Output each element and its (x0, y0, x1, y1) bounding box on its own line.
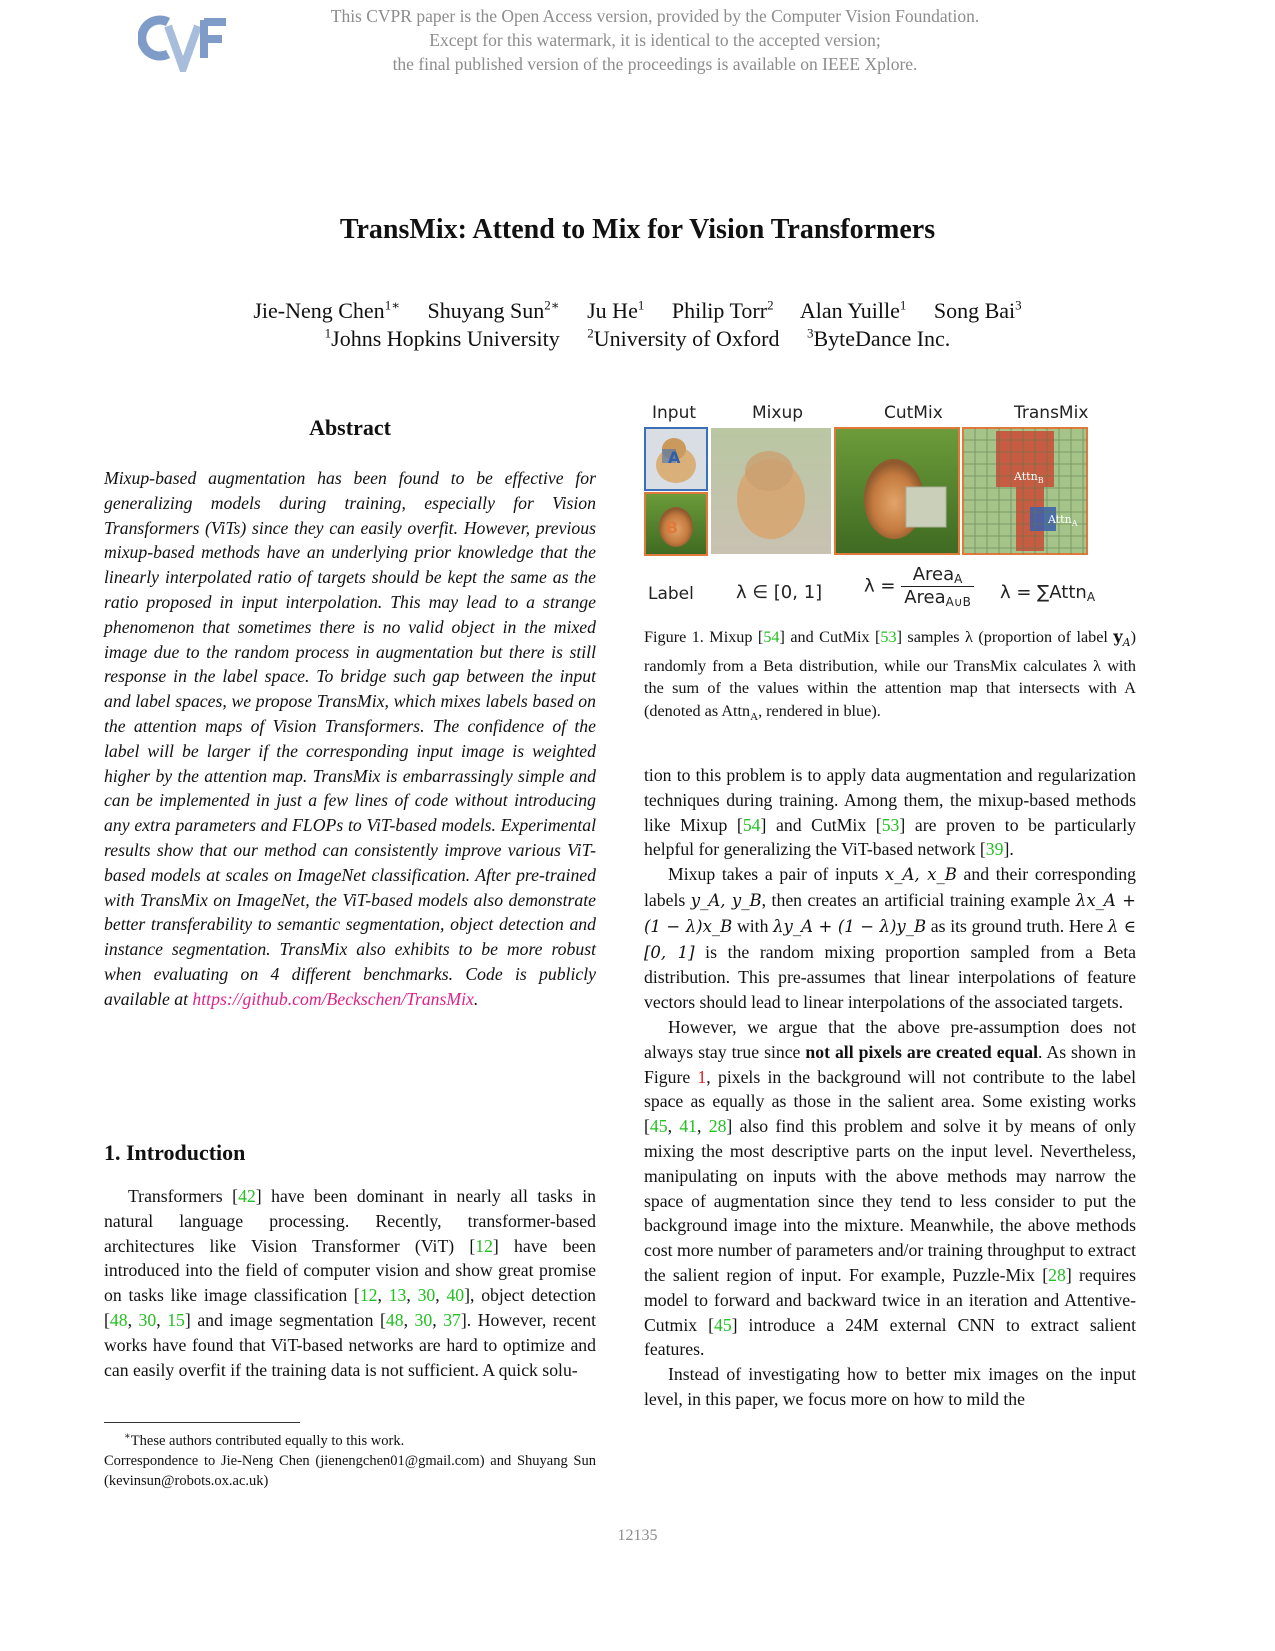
author: Philip Torr$^2$ (671, 297, 774, 323)
author: Ju He$^1$ (587, 297, 645, 323)
intro-right-column (644, 763, 1136, 1412)
intro-paragraph: Mixup takes a pair of inputs x_A, x_B and their corresponding labels y_A, y_B, then creates an artificial training example λx_A + (1 − λ)x_B with λy_A + (1 − λ)y_B as its ground truth. Here λ ∈ [0, 1] is the random mixing proportion sampled from a Beta distribution. This pre-assumes that linear interpolations of feature vectors should lead to linear interpolations of the associated targets. (644, 864, 1136, 1013)
footnote-equal-contribution: These authors contributed equally to this work. (130, 1432, 405, 1449)
transmix-image (963, 428, 1087, 554)
attn-a-label: Attn$_A$ (1048, 513, 1078, 528)
abstract-body: Mixup-based augmentation has been found to be effective for generalizing models during training, especially for Vision Transformers (ViTs) since they can easily overfit. However, previous mixup-based methods have an underlying prior knowledge that the linearly interpolated ratio of targets should be kept the same as the ratio proposed in input interpolation. This may lead to a strange phenomenon that sometimes there is no valid object in the mixed image due to the random process in augmentation but there is still response in the label space. To bridge such gap between the input and label spaces, we propose TransMix, which mixes labels based on the attention maps of Vision Transformers. The confidence of the label will be larger if the corresponding input image is weighted higher by the attention map. TransMix is embarrassingly simple and can be implemented in just a few lines of code without introducing any extra parameters and FLOPs to ViT-based models. Experimental results show that our method can consistently improve various ViT-based models at scales on ImageNet classification. After pre-trained with TransMix on ImageNet, the ViT-based models also demonstrate better transferability to semantic segmentation, object detection and instance segmentation. TransMix also exhibits to be more robust when evaluating on 4 different benchmarks. Code is publicly available at https://github.com/Beckschen/TransMix. (104, 468, 596, 1009)
watermark (270, 4, 1040, 76)
watermark-line: the final published version of the proceedings is available on IEEE Xplore. (392, 54, 918, 74)
intro-paragraph: However, we argue that the above pre-assumption does not always stay true since not all pixels are created equal. As shown in Figure 1, pixels in the background will not contribute to the label space as equally as those in the salient area. Some existing works [45, 41, 28] also find this problem and solve it by means of only mixing the most descriptive parts on the input level. Nevertheless, manipulating on inputs with the above methods may narrow the space of augmentation since they tend to less consider to put the background image into the mixture. Meanwhile, the above methods cost more number of parameters and/or training throughput to extract the salient region of input. For example, Puzzle-Mix [28] requires model to forward and backward twice in an iteration and Attentive-Cutmix [45] introduce a 24M external CNN to extract salient features. (644, 1016, 1137, 1360)
author-list (0, 297, 1275, 325)
citation[interactable]: 40 (446, 1285, 465, 1306)
citation[interactable]: 48 (385, 1309, 404, 1330)
figure-column-label: Mixup (752, 403, 804, 423)
math: y_A, y_B (690, 890, 762, 910)
figure-row-label: Label (648, 584, 694, 604)
citation[interactable]: 12 (475, 1235, 493, 1256)
citation[interactable]: 37 (443, 1309, 461, 1330)
citation[interactable]: 41 (679, 1116, 697, 1137)
intro-paragraph: Instead of investigating how to better mix images on the input level, in this paper, we focus more on how to mild the (644, 1364, 1136, 1409)
citation[interactable]: 28 (708, 1116, 727, 1137)
cvf-logo (138, 8, 230, 72)
transmix-formula: λ = ∑Attn$_A$ (1000, 582, 1096, 604)
citation[interactable]: 48 (109, 1309, 128, 1330)
footnote: ∗These authors contributed equally to this work. Correspondence to Jie-Neng Chen (jienengchen01@gmail.com) and Shuyang Sun (kevinsun@robots.ox.ac.uk) (104, 1431, 596, 1489)
citation[interactable]: 54 (763, 628, 780, 646)
math: x_A, x_B (884, 865, 957, 885)
citation[interactable]: 15 (167, 1309, 185, 1330)
math: λx_A + (1 − λ)x_B (644, 890, 1136, 936)
input-letter-b: B (666, 518, 679, 537)
citation[interactable]: 53 (881, 814, 900, 835)
citation[interactable]: 53 (880, 628, 897, 646)
mixup-image (711, 428, 831, 554)
citation[interactable]: 28 (1048, 1264, 1066, 1285)
footnote-rule (104, 1422, 300, 1423)
citation[interactable]: 45 (713, 1314, 732, 1335)
affiliation: $^2$University of Oxford (587, 325, 780, 351)
math: λy_A + (1 − λ)y_B (773, 916, 927, 936)
affiliation-list (0, 325, 1275, 353)
cutmix-image (835, 428, 959, 554)
mixup-formula: λ ∈ [0, 1] (736, 582, 823, 603)
paper-title: TransMix: Attend to Mix for Vision Transformers (339, 214, 936, 245)
figure-reference[interactable]: 1 (697, 1066, 707, 1087)
citation[interactable]: 30 (414, 1309, 433, 1330)
code-link[interactable]: https://github.com/Beckschen/TransMix (192, 988, 474, 1009)
citation[interactable]: 13 (388, 1285, 407, 1306)
figure-1-caption: Figure 1. Mixup [54] and CutMix [53] samples λ (proportion of label $y_A$) randomly from a Beta distribution, while our TransMix calculates λ with the sum of the values within the attention map that intersects with A (denoted as Attn$_A$, rendered in blue). (644, 627, 1137, 724)
figure-column-label: CutMix (884, 403, 943, 423)
citation[interactable]: 42 (238, 1186, 256, 1206)
affiliation: $^3$ByteDance Inc. (806, 325, 951, 351)
math: λ ∈ [0, 1] (644, 916, 1136, 962)
citation[interactable]: 45 (649, 1116, 668, 1137)
abstract-heading: Abstract (309, 415, 391, 440)
intro-paragraph: tion to this problem is to apply data augmentation and regularization techniques during training. Among them, the mixup-based methods like Mixup [54] and CutMix [53] are proven to be particularly helpful for generalizing the ViT-based network [39]. (644, 765, 1136, 860)
cutmix-formula: λ = $\frac{Area_A}{Area_{A\cup B}}$ (864, 564, 974, 609)
footnote-correspondence: Correspondence to Jie-Neng Chen (jienengchen01@gmail.com) and Shuyang Sun (kevinsun@robots.ox.ac.uk) (104, 1452, 596, 1489)
author: Jie-Neng Chen$^{1∗}$ (253, 297, 401, 323)
author-block (0, 297, 1275, 353)
figure-1 (644, 403, 1134, 622)
intro-paragraph: Transformers [42] have been dominant in nearly all tasks in natural language processing. Recently, transformer-based architectures like Vision Transformer (ViT) [12] have been introduced into the field of computer vision and show great promise on tasks like image classification [12, 13, 30, 40], object detection [48, 30, 15] and image segmentation [48, 30, 37]. However, recent works have found that ViT-based networks are hard to optimize and can easily overfit if the training data is not sufficient. A quick solu- (104, 1186, 597, 1380)
input-letter-a: A (668, 448, 681, 467)
attn-b-label: Attn$_B$ (1014, 470, 1044, 485)
author: Alan Yuille$^1$ (799, 297, 907, 323)
watermark-line: This CVPR paper is the Open Access version, provided by the Computer Vision Foundation. (330, 6, 980, 26)
figure-column-label: TransMix (1014, 403, 1089, 423)
abstract-text: Mixup-based augmentation has been found to be effective for generalizing models during training, especially for Vision Transformers (ViTs) since they can easily overfit. However, previous mixup-based methods have an underlying prior knowledge that the linearly interpolated ratio of targets should be kept the same as the ratio proposed in input interpolation. This may lead to a strange phenomenon that sometimes there is no valid object in the mixed image due to the random process in augmentation but there is still response in the label space. To bridge such gap between the input and label spaces, we propose TransMix, which mixes labels based on the attention maps of Vision Transformers. The confidence of the label will be larger if the corresponding input image is weighted higher by the attention map. TransMix is embarrassingly simple and can be implemented in just a few lines of code without introducing any extra parameters and FLOPs to ViT-based models. Experimental results show that our method can consistently improve various ViT-based models at scales on ImageNet classification. After pre-trained with TransMix on ImageNet, the ViT-based models also demonstrate better transferability to semantic segmentation, object detection and instance segmentation. TransMix also exhibits to be more robust when evaluating on 4 different benchmarks. Code is publicly available at (104, 468, 596, 1009)
page-number: 12135 (617, 1527, 658, 1544)
citation[interactable]: 54 (742, 814, 761, 835)
author: Song Bai$^3$ (933, 297, 1022, 323)
figure-column-label: Input (652, 403, 697, 423)
citation[interactable]: 30 (417, 1285, 436, 1306)
section-heading-introduction: 1. Introduction (104, 1140, 246, 1165)
author: Shuyang Sun$^{2∗}$ (427, 297, 560, 323)
affiliation: $^1$Johns Hopkins University (324, 325, 560, 351)
citation[interactable]: 30 (138, 1309, 157, 1330)
watermark-line: Except for this watermark, it is identical to the accepted version; (429, 30, 881, 50)
citation[interactable]: 39 (985, 839, 1004, 860)
figure-images (644, 427, 1124, 559)
citation[interactable]: 12 (359, 1285, 378, 1306)
